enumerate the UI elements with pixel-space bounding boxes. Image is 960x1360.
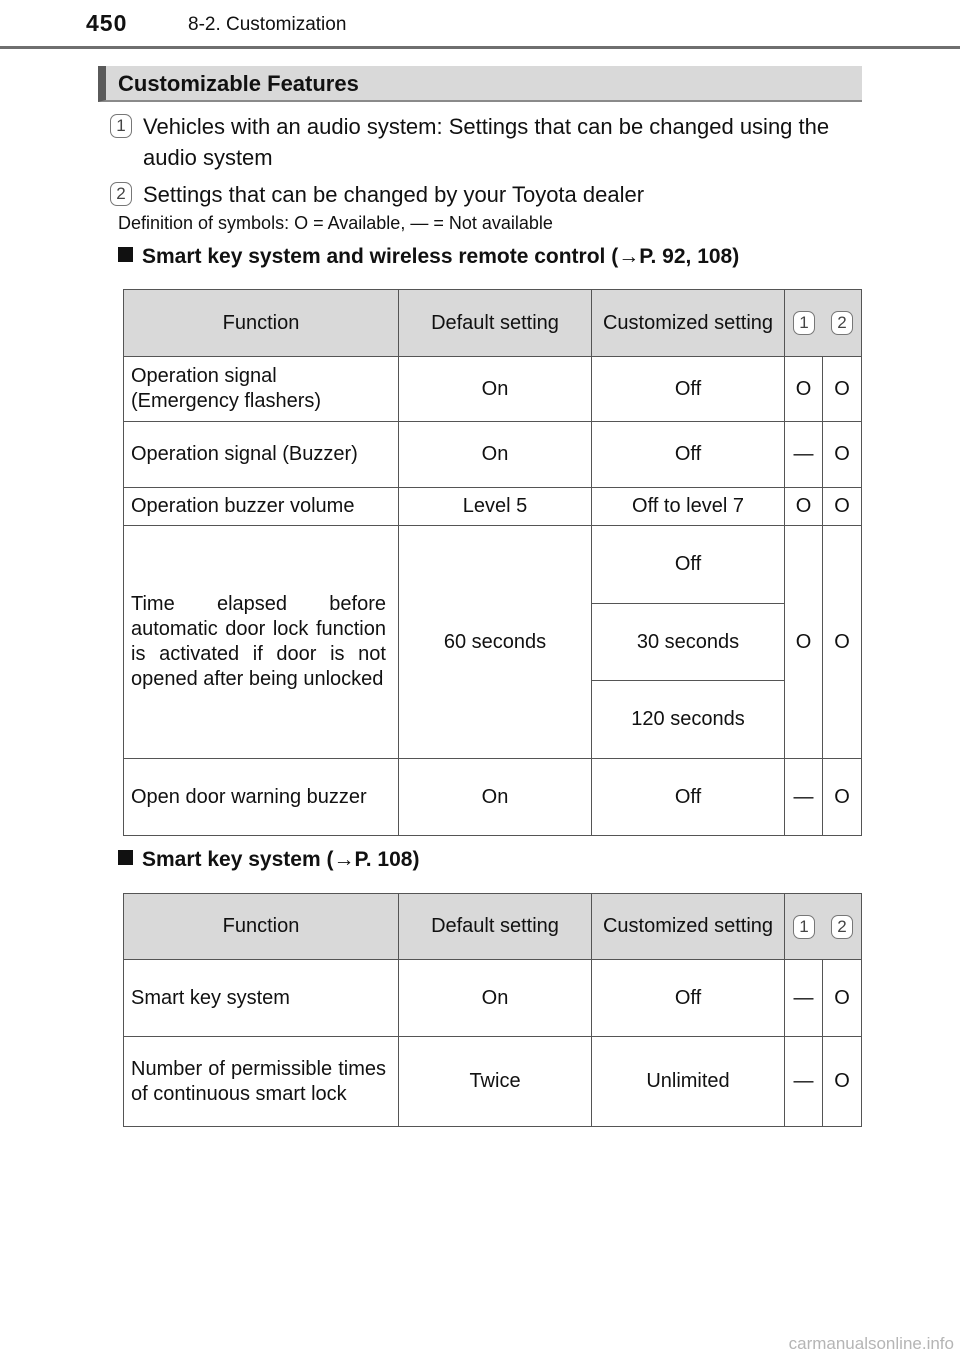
section-title: Smart key system (→P. 108) — [142, 848, 420, 871]
function-cell: Smart key system — [124, 960, 399, 1037]
section-breadcrumb: 8-2. Customization — [188, 14, 347, 35]
table-header-row — [124, 290, 862, 357]
customized-option-cell: Off — [592, 526, 785, 604]
default-cell: Twice — [399, 1037, 592, 1127]
number-1-icon: 1 — [110, 114, 132, 138]
availability-1-cell: — — [785, 759, 823, 836]
column-header-function: Function — [124, 894, 399, 960]
settings-table-smart-key-wireless — [123, 289, 862, 836]
availability-1-cell: — — [785, 960, 823, 1037]
column-header-default: Default setting — [399, 894, 592, 960]
availability-2-cell: O — [823, 759, 862, 836]
function-cell: Operation buzzer volume — [124, 488, 399, 526]
availability-2-cell: O — [823, 488, 862, 526]
default-cell: On — [399, 422, 592, 488]
default-cell: On — [399, 357, 592, 422]
page-header — [0, 0, 960, 52]
column-header-default: Default setting — [399, 290, 592, 357]
customized-option-cell: 30 seconds — [592, 604, 785, 681]
function-cell: Operation signal (Buzzer) — [124, 422, 399, 488]
default-cell: On — [399, 759, 592, 836]
column-header-customized: Customized setting — [592, 894, 785, 960]
column-header-function: Function — [124, 290, 399, 357]
table-row — [124, 759, 862, 836]
settings-table-smart-key — [123, 893, 862, 1127]
section-title: Smart key system and wireless remote control (→P. 92, 108) — [142, 245, 740, 268]
customized-option-cell: 120 seconds — [592, 681, 785, 759]
customizable-features-heading — [98, 66, 862, 102]
availability-2-cell: O — [823, 1037, 862, 1127]
function-cell: Operation signal (Emergency flashers) — [124, 357, 399, 422]
availability-2-cell: O — [823, 357, 862, 422]
availability-2-cell: O — [823, 960, 862, 1037]
default-cell: 60 seconds — [399, 526, 592, 759]
default-cell: On — [399, 960, 592, 1037]
legend-text: Vehicles with an audio system: Settings that can be changed using the audio system — [143, 114, 830, 170]
availability-1-cell: O — [785, 357, 823, 422]
number-2-icon: 2 — [831, 311, 853, 335]
table-row — [124, 488, 862, 526]
number-1-icon: 1 — [793, 311, 815, 335]
customized-cell: Off — [592, 357, 785, 422]
number-2-icon: 2 — [831, 915, 853, 939]
header-divider — [0, 46, 960, 49]
table-row — [124, 357, 862, 422]
column-header-availability — [785, 290, 862, 357]
customized-cell: Off — [592, 759, 785, 836]
square-bullet-icon — [118, 247, 133, 262]
square-bullet-icon — [118, 850, 133, 865]
table-row — [124, 1037, 862, 1127]
section-heading-smart-key — [118, 848, 419, 872]
table-header-row — [124, 894, 862, 960]
customized-cell: Off — [592, 960, 785, 1037]
function-cell: Number of permissible times of continuous smart lock — [124, 1037, 399, 1127]
availability-2-cell: O — [823, 422, 862, 488]
customized-cell: Unlimited — [592, 1037, 785, 1127]
function-cell: Open door warning buzzer — [124, 759, 399, 836]
availability-1-cell: — — [785, 1037, 823, 1127]
section-heading-smart-key-wireless — [118, 245, 739, 269]
watermark: carmanualsonline.info — [788, 1334, 954, 1353]
column-header-customized: Customized setting — [592, 290, 785, 357]
table-row — [124, 960, 862, 1037]
table-row — [124, 422, 862, 488]
customized-cell: Off to level 7 — [592, 488, 785, 526]
customized-cell: Off — [592, 422, 785, 488]
legend-text: Settings that can be changed by your Toyota dealer — [143, 182, 645, 207]
availability-1-cell: — — [785, 422, 823, 488]
heading-text: Customizable Features — [118, 71, 359, 96]
number-1-icon: 1 — [793, 915, 815, 939]
column-header-availability — [785, 894, 862, 960]
symbol-definition: Definition of symbols: O = Available, — = Not available — [118, 213, 553, 233]
availability-1-cell: O — [785, 526, 823, 759]
table-row — [124, 526, 862, 604]
function-cell: Time elapsed before automatic door lock function is activated if door is not opened after being unlocked — [124, 526, 399, 759]
availability-1-cell: O — [785, 488, 823, 526]
default-cell: Level 5 — [399, 488, 592, 526]
availability-2-cell: O — [823, 526, 862, 759]
number-2-icon: 2 — [110, 182, 132, 206]
page-number: 450 — [86, 10, 128, 36]
